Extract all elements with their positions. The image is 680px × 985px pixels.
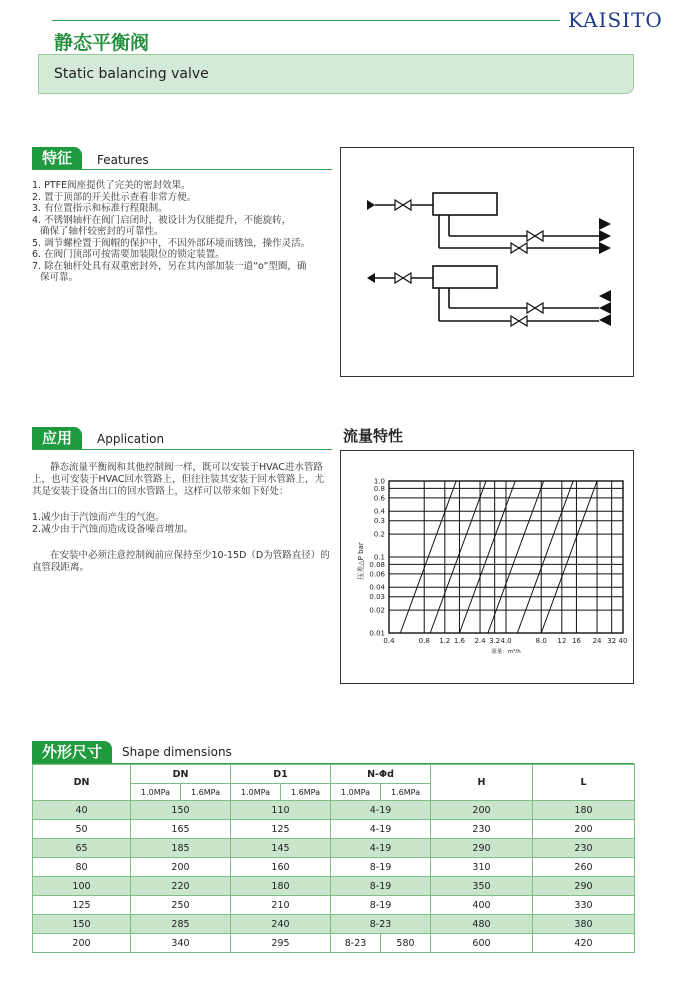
feature-item: 6. 在阀门顶部可按需要加装限位的锁定装置。 [32,249,225,260]
cell: 200 [533,820,635,839]
x-tick-label: 0.4 [383,637,395,645]
cell: 8-23 [331,934,381,953]
x-tick-label: 4.0 [500,637,512,645]
cell: 240 [231,915,331,934]
table-row [33,801,635,820]
cell: 40 [33,801,131,820]
cell: 230 [431,820,533,839]
feature-item: 3. 有位置指示和标准行程限制。 [32,203,168,214]
col-header-h: H [431,765,533,801]
cell: 250 [131,896,231,915]
cell: 290 [533,877,635,896]
x-axis-label: 流量：m³/h [491,649,521,655]
pressure-header: 1.6MPa [281,784,331,801]
cell: 100 [33,877,131,896]
table-row [33,820,635,839]
cell: 50 [33,820,131,839]
cell: 220 [131,877,231,896]
x-tick-label: 32 [607,637,617,645]
dimensions-badge: 外形尺寸 [32,741,112,763]
chart-title: 流量特性 [343,427,404,445]
cell: 145 [231,839,331,858]
col-header-d: DN [131,765,231,784]
y-tick-label: 1.0 [373,477,385,486]
table-row [33,858,635,877]
features-list [32,180,332,284]
flow-chart-svg [341,451,633,683]
dimensions-label: Shape dimensions [122,745,232,759]
cell: 150 [33,915,131,934]
cell: 125 [231,820,331,839]
cell: 180 [231,877,331,896]
x-tick-label: 40 [618,637,628,645]
brand-logo: KAISITO [568,8,663,32]
features-label: Features [97,153,149,167]
table-row [33,877,635,896]
feature-item: 1. PTFE阀座提供了完美的密封效果。 [32,180,191,191]
cell: 260 [533,858,635,877]
y-tick-label: 0.6 [373,494,385,503]
x-tick-label: 1.2 [439,637,451,645]
x-tick-label: 0.8 [418,637,430,645]
y-tick-label: 0.03 [369,593,385,602]
cell: 340 [131,934,231,953]
piping-diagram [340,147,634,377]
y-tick-label: 0.4 [373,507,385,516]
pressure-header: 1.6MPa [381,784,431,801]
col-header-n: N-Φd [331,765,431,784]
dimensions-table [32,764,635,953]
cell: 420 [533,934,635,953]
application-benefit: 2.减少由于汽蚀而造成设备噪音增加。 [32,524,194,535]
table-row [33,915,635,934]
cell: 480 [431,915,533,934]
cell: 380 [533,915,635,934]
table-row [33,896,635,915]
cell: 185 [131,839,231,858]
cell: 310 [431,858,533,877]
cell: 150 [131,801,231,820]
y-tick-label: 0.3 [373,517,385,526]
table-row [33,839,635,858]
y-tick-label: 0.06 [369,570,385,579]
cell: 65 [33,839,131,858]
x-tick-label: 2.4 [474,637,486,645]
cell: 4-19 [331,820,431,839]
application-text [32,462,332,574]
piping-diagram-svg [341,148,633,376]
y-tick-label: 0.04 [369,583,385,592]
cell: 125 [33,896,131,915]
cell: 600 [431,934,533,953]
application-rule [32,449,332,450]
application-note: 在安装中必须注意控制阀前应保持至少10-15D（D为管路直径）的直管段距离。 [32,550,330,573]
flow-chart [340,450,634,684]
pressure-header: 1.6MPa [181,784,231,801]
x-tick-label: 16 [571,637,581,645]
y-tick-label: 0.1 [373,553,385,562]
cell: 8-23 [331,915,431,934]
cell: 8-19 [331,877,431,896]
y-tick-label: 0.08 [369,560,385,569]
y-tick-label: 0.01 [369,629,385,638]
application-label: Application [97,432,165,446]
features-badge: 特征 [32,147,82,169]
cell: 8-19 [331,896,431,915]
cell: 180 [533,801,635,820]
feature-item: 7. 除在轴杆处具有双重密封外，另在其内部加装一道“o”型圈，确 [32,260,307,272]
cell: 400 [431,896,533,915]
y-tick-label: 0.8 [373,484,385,493]
y-axis-label: 压差△P bar [357,542,365,580]
cell: 200 [131,858,231,877]
cell: 4-19 [331,839,431,858]
x-tick-label: 8.0 [535,637,547,645]
page-title-cn: 静态平衡阀 [54,32,150,54]
pressure-header: 1.0MPa [131,784,181,801]
application-paragraph: 静态流量平衡阀和其他控制阀一样，既可以安装于HVAC进水管路上，也可安装于HVAC回水管路上，但往往装其安装于回水管路上，尤其是安装于设备出口的回水管路上，这样可以带来如下好处： [32,462,325,497]
feature-item: 2. 置于顶部的开关批示查看非常方便。 [32,191,197,203]
y-tick-label: 0.02 [369,606,385,615]
features-rule [32,169,332,170]
feature-item: 4. 不锈钢轴杆在阀门启闭时，被设计为仅能提升，不能旋转， [32,214,292,226]
feature-item: 保可靠。 [40,272,79,283]
cell: 330 [533,896,635,915]
col-header-l: L [533,765,635,801]
y-tick-label: 0.2 [373,530,385,539]
feature-item: 5. 调节螺栓置于阀帽的保护中，不因外部环境而锈蚀，操作灵活。 [32,237,311,249]
cell: 230 [533,839,635,858]
cell: 210 [231,896,331,915]
cell: 200 [33,934,131,953]
pressure-header: 1.0MPa [331,784,381,801]
table-row [33,934,635,953]
application-benefit: 1.减少由于汽蚀而产生的气泡。 [32,512,165,523]
cell: 580 [381,934,431,953]
x-tick-label: 1.6 [453,637,466,645]
col-header-d1: D1 [231,765,331,784]
cell: 8-19 [331,858,431,877]
feature-item: 确保了轴杆较密封的可靠性。 [40,226,164,237]
cell: 160 [231,858,331,877]
pressure-header: 1.0MPa [231,784,281,801]
header-rule [52,20,560,21]
cell: 285 [131,915,231,934]
application-badge: 应用 [32,427,82,449]
cell: 80 [33,858,131,877]
cell: 110 [231,801,331,820]
page-title-en: Static balancing valve [54,66,209,82]
x-tick-label: 12 [557,637,567,645]
x-tick-label: 24 [592,637,602,645]
cell: 290 [431,839,533,858]
cell: 200 [431,801,533,820]
col-header-dn: DN [33,765,131,801]
cell: 4-19 [331,801,431,820]
cell: 295 [231,934,331,953]
x-tick-label: 3.2 [489,637,501,645]
cell: 350 [431,877,533,896]
cell: 165 [131,820,231,839]
